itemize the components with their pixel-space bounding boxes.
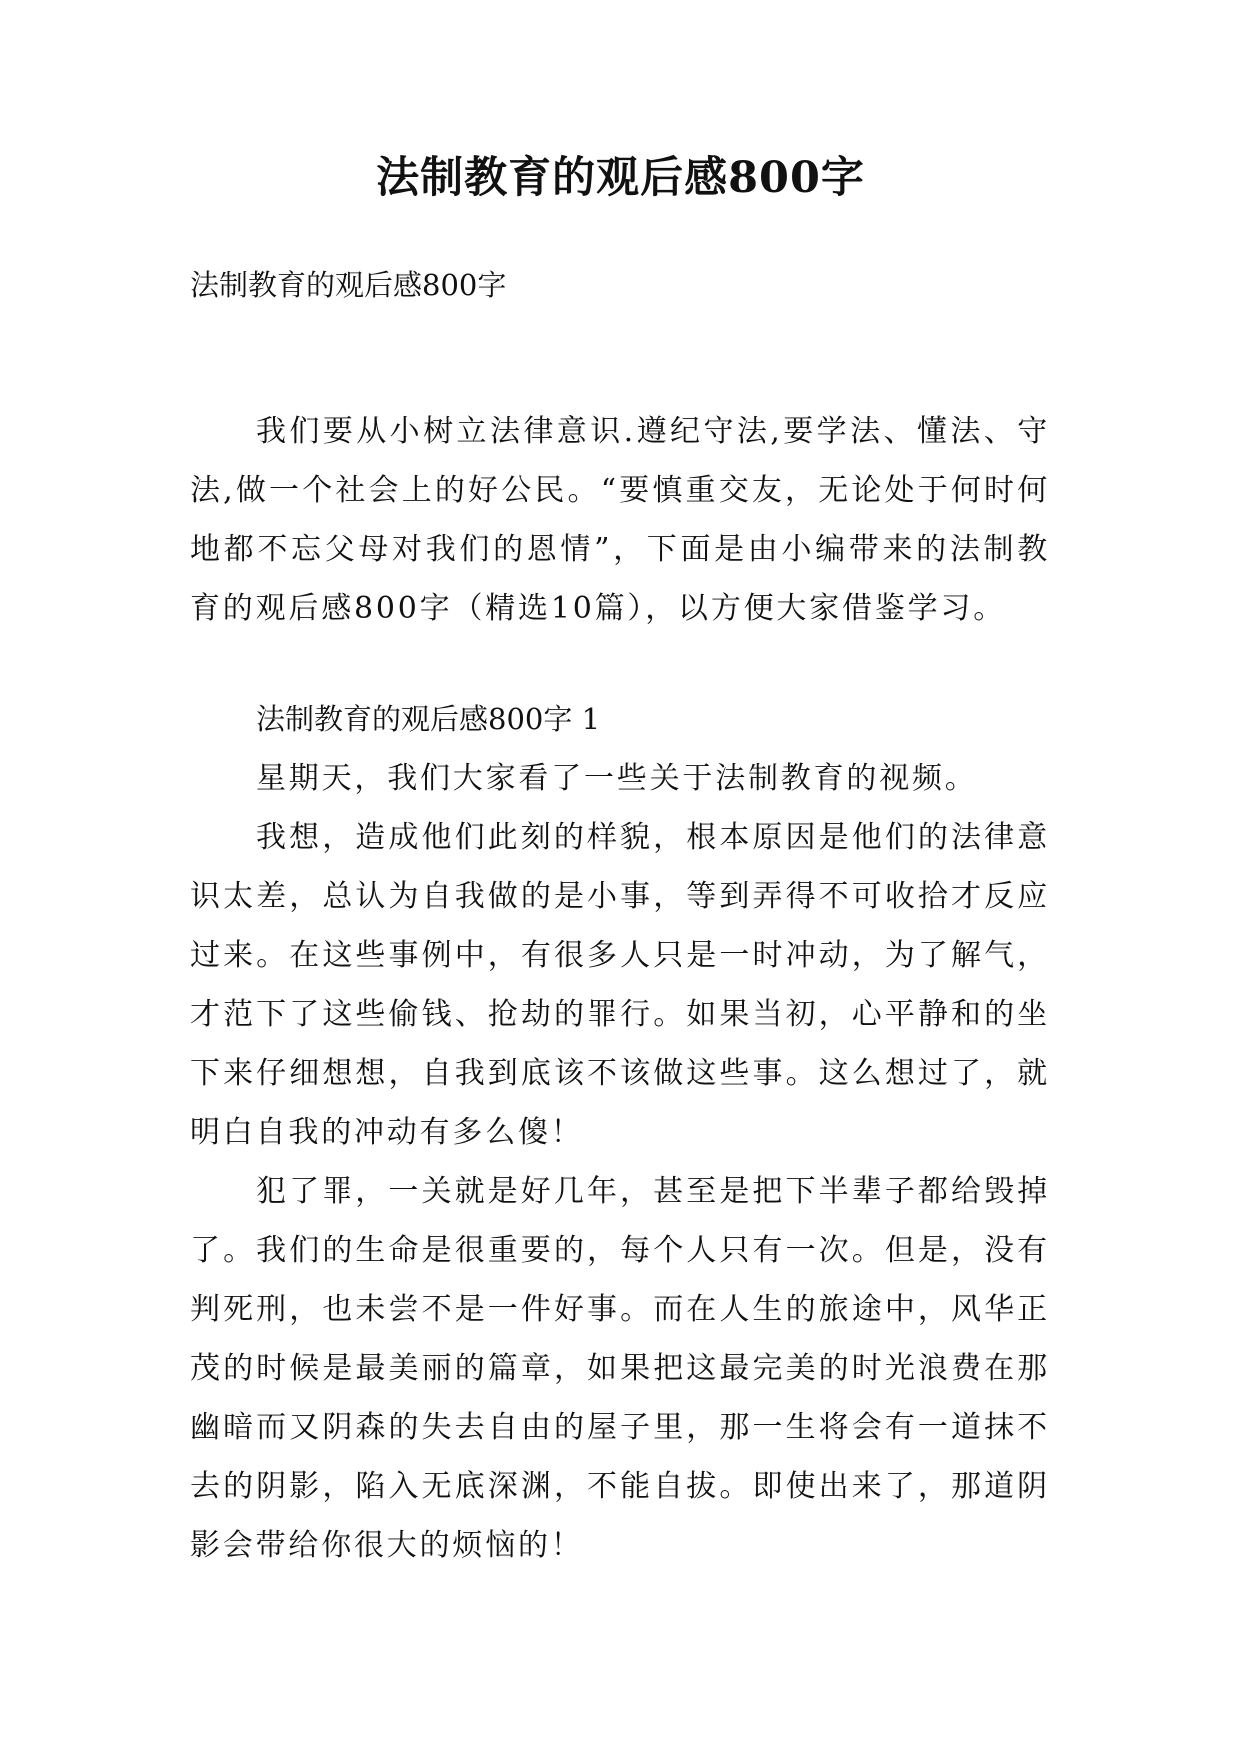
intro-paragraph: 我们要从小树立法律意识.遵纪守法,要学法、懂法、守法,做一个社会上的好公民。“要慎重交友，无论处于何时何地都不忘父母对我们的恩情”，下面是由小编带来的法制教育的观后感800字（精选10篇），以方便大家借鉴学习。 [190, 414, 1050, 626]
body-paragraph: 犯了罪，一关就是好几年，甚至是把下半辈子都给毁掉了。我们的生命是很重要的，每个人只有一次。但是，没有判死刑，也未尝不是一件好事。而在人生的旅途中，风华正茂的时候是最美丽的篇章，如果把这最完美的时光浪费在那幽暗而又阴森的失去自由的屋子里，那一生将会有一道抹不去的阴影，陷入无底深渊，不能自拔。即使出来了，那道阴影会带给你很大的烦恼的！ [190, 1174, 1050, 1563]
document-subtitle: 法制教育的观后感800字 [190, 268, 507, 302]
document-title: 法制教育的观后感800字 [376, 153, 865, 203]
section-1 [190, 690, 1050, 1575]
body-paragraph: 星期天，我们大家看了一些关于法制教育的视频。 [256, 761, 978, 796]
section-heading: 法制教育的观后感800字 1 [256, 702, 601, 736]
body-paragraph: 我想，造成他们此刻的样貌，根本原因是他们的法律意识太差，总认为自我做的是小事，等到弄得不可收拾才反应过来。在这些事例中，有很多人只是一时冲动，为了解气，才范下了这些偷钱、抢劫的罪行。如果当初，心平静和的坐下来仔细想想，自我到底该不该做这些事。这么想过了，就明白自我的冲动有多么傻！ [190, 820, 1050, 1150]
